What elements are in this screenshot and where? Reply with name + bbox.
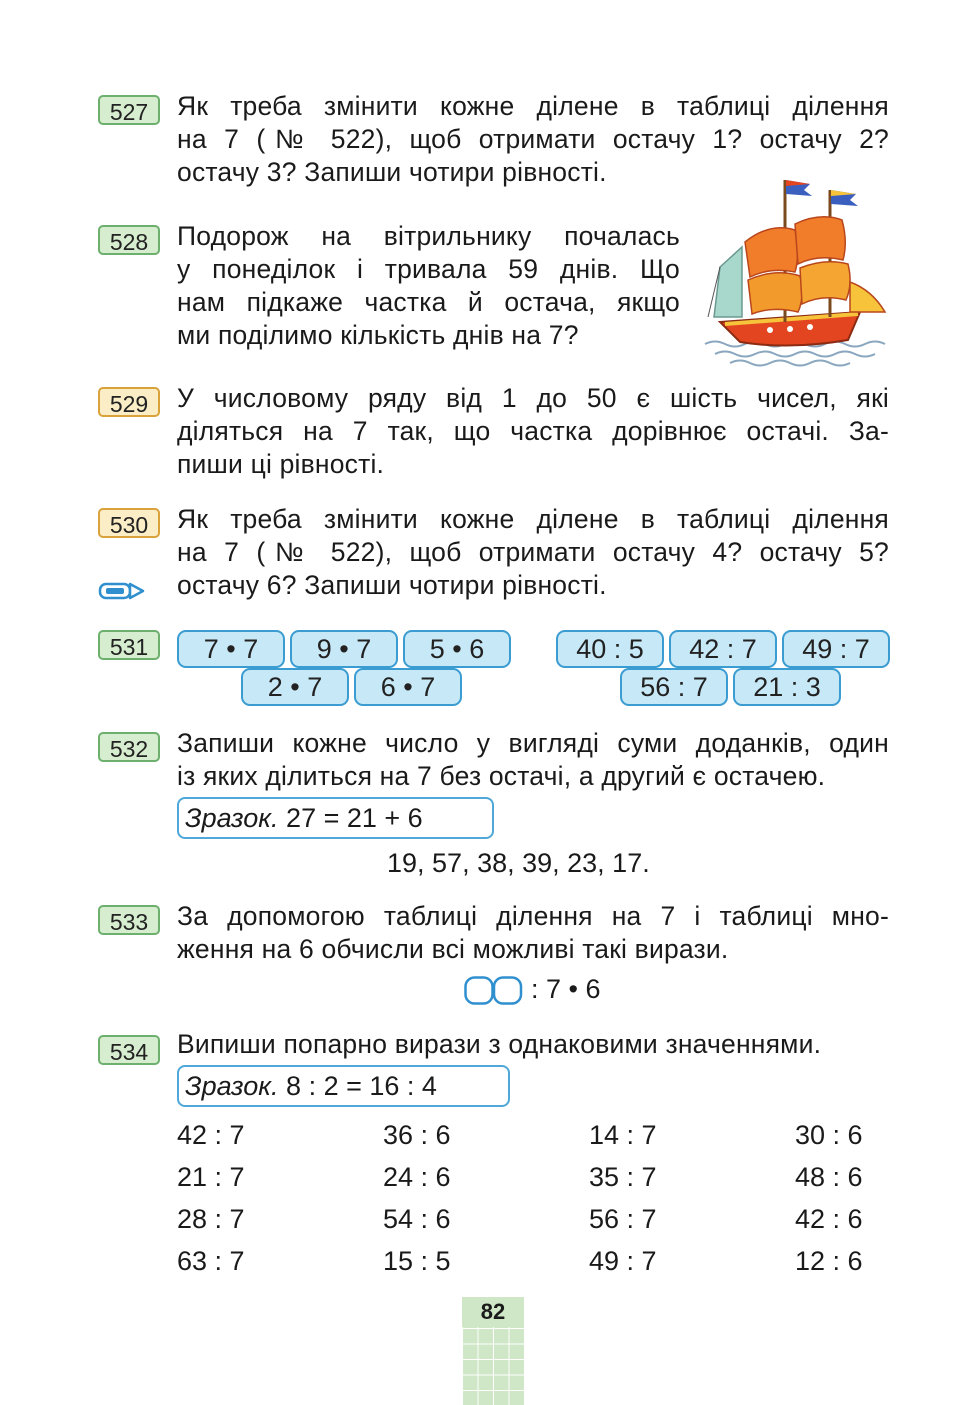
task-528-line: ми поділимо кількість днів на 7? (177, 320, 579, 350)
expression: 24 : 6 (383, 1162, 451, 1192)
task-number-532: 532 (98, 732, 160, 762)
task-527-line: Як треба змінити кожне ділене в таблиці ділення (177, 91, 889, 121)
expression-card: 49 : 7 (782, 630, 890, 668)
sample-label: Зразок. (185, 1071, 279, 1101)
expression: 36 : 6 (383, 1120, 451, 1150)
pencil-icon (98, 580, 146, 602)
formula: : 7 • 6 (531, 974, 601, 1004)
task-527-line: остачу 3? Запиши чотири рівності. (177, 157, 607, 187)
task-number-528: 528 (98, 225, 160, 255)
expression-card: 21 : 3 (733, 668, 841, 706)
expression: 63 : 7 (177, 1246, 245, 1276)
empty-digit-boxes-icon (464, 976, 524, 1006)
expression: 12 : 6 (795, 1246, 863, 1276)
sample-expression: 8 : 2 = 16 : 4 (286, 1071, 437, 1101)
task-532-line: із яких ділиться на 7 без остачі, а другий є остачею. (177, 761, 826, 791)
task-528-line: нам підкаже частка й остача, якщо (177, 287, 680, 317)
task-530-line: на 7 (№ 522), щоб отримати остачу 4? остачу 5? (177, 537, 889, 567)
expression: 42 : 7 (177, 1120, 245, 1150)
task-527-line: на 7 (№ 522), щоб отримати остачу 1? остачу 2? (177, 124, 889, 154)
task-532-line: Запиши кожне число у вигляді суми доданків, один (177, 728, 889, 758)
expression-card: 9 • 7 (290, 630, 398, 668)
expression-card: 6 • 7 (354, 668, 462, 706)
expression: 15 : 5 (383, 1246, 451, 1276)
task-534-line: Випиши попарно вирази з однаковими значеннями. (177, 1029, 822, 1059)
task-528-line: у понеділок і тривала 59 днів. Що (177, 254, 680, 284)
task-number-529: 529 (98, 387, 160, 417)
task-528-text (177, 220, 680, 352)
number-list: 19, 57, 38, 39, 23, 17. (387, 848, 650, 878)
sample-box (177, 1065, 510, 1107)
expression: 35 : 7 (589, 1162, 657, 1192)
task-number-527: 527 (98, 95, 160, 125)
sailing-ship-illustration (700, 172, 890, 370)
expression-card: 42 : 7 (669, 630, 777, 668)
task-number-533: 533 (98, 905, 160, 935)
expression-card: 56 : 7 (620, 668, 728, 706)
expression: 14 : 7 (589, 1120, 657, 1150)
task-530-line: Як треба змінити кожне ділене в таблиці ділення (177, 504, 889, 534)
expression: 28 : 7 (177, 1204, 245, 1234)
task-529-text (177, 382, 889, 481)
task-534-text (177, 1028, 889, 1061)
sample-expression: 27 = 21 + 6 (286, 803, 423, 833)
expression-card: 40 : 5 (556, 630, 664, 668)
expression: 30 : 6 (795, 1120, 863, 1150)
task-533-text (177, 900, 889, 966)
expression: 56 : 7 (589, 1204, 657, 1234)
task-529-line: У числовому ряду від 1 до 50 є шість чисел, які (177, 383, 889, 413)
expression: 54 : 6 (383, 1204, 451, 1234)
task-529-line: діляться на 7 так, що частка дорівнює остачі. За- (177, 416, 889, 446)
task-533-line: ження на 6 обчисли всі можливі такі вирази. (177, 934, 729, 964)
expression: 21 : 7 (177, 1162, 245, 1192)
expression-card: 7 • 7 (177, 630, 285, 668)
task-528-line: Подорож на вітрильнику почалась (177, 221, 680, 251)
task-529-line: пиши ці рівності. (177, 449, 385, 479)
task-530-line: остачу 6? Запиши чотири рівності. (177, 570, 607, 600)
page-number: 82 (462, 1297, 524, 1327)
sample-label: Зразок. (185, 803, 279, 833)
expression-card: 5 • 6 (403, 630, 511, 668)
task-number-534: 534 (98, 1035, 160, 1065)
task-533-line: За допомогою таблиці ділення на 7 і таблиці мно- (177, 901, 889, 931)
expression: 42 : 6 (795, 1204, 863, 1234)
expression-card: 2 • 7 (241, 668, 349, 706)
task-530-text (177, 503, 889, 602)
task-532-text (177, 727, 889, 793)
task-number-530: 530 (98, 508, 160, 538)
sample-box (177, 797, 494, 839)
expression: 49 : 7 (589, 1246, 657, 1276)
expression: 48 : 6 (795, 1162, 863, 1192)
task-number-531: 531 (98, 630, 160, 660)
